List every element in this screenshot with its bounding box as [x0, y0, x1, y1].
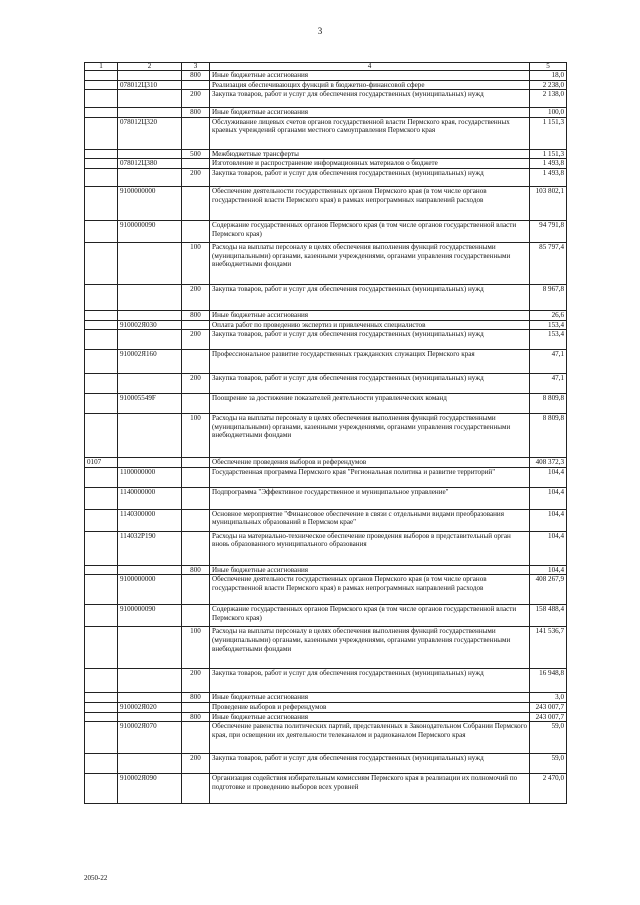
page-number: 3 [317, 26, 323, 36]
cell-name: Иные бюджетные ассигнования [210, 693, 530, 703]
cell-amount: 2 470,0 [530, 774, 567, 804]
cell-amount: 104,4 [530, 487, 567, 509]
cell-name: Закупка товаров, работ и услуг для обеспечения государственных (муниципальных) нужд [210, 754, 530, 774]
cell-amount: 104,4 [530, 565, 567, 575]
table-row [85, 320, 567, 330]
cell-expense-type [182, 509, 210, 531]
cell-article [118, 565, 182, 575]
cell-section [85, 467, 118, 487]
column-header-article: 2 [118, 63, 182, 71]
table-row [85, 284, 567, 310]
cell-section [85, 320, 118, 330]
cell-expense-type: 800 [182, 108, 210, 118]
cell-article: 1100000000 [118, 467, 182, 487]
cell-article: 9100000000 [118, 186, 182, 220]
cell-name: Иные бюджетные ассигнования [210, 712, 530, 722]
cell-amount: 1 493,8 [530, 168, 567, 186]
cell-section [85, 394, 118, 414]
cell-article: 1140000000 [118, 487, 182, 509]
cell-expense-type: 800 [182, 71, 210, 81]
table-row [85, 458, 567, 468]
cell-section [85, 80, 118, 90]
cell-expense-type [182, 531, 210, 565]
cell-name: Закупка товаров, работ и услуг для обеспечения государственных (муниципальных) нужд [210, 90, 530, 108]
table-row [85, 627, 567, 669]
cell-name: Закупка товаров, работ и услуг для обеспечения государственных (муниципальных) нужд [210, 284, 530, 310]
cell-section [85, 627, 118, 669]
cell-article [118, 168, 182, 186]
cell-name: Расходы на материально-техническое обеспечение проведения выборов в представительный орган вновь образованного муниципального образования [210, 531, 530, 565]
cell-name: Обеспечение равенства политических партий, представленных в Законодательном Собрании Пермского края, при освещении их деятельности телеканалом и радиоканалом Пермского края [210, 722, 530, 754]
table-row [85, 186, 567, 220]
column-header-name: 4 [210, 63, 530, 71]
cell-name: Основное мероприятие "Финансовое обеспечение в связи с отдельными видами преобразования муниципальных образований в Пермском крае" [210, 509, 530, 531]
cell-amount: 104,4 [530, 467, 567, 487]
cell-name: Организация содействия избирательным комиссиям Пермского края в реализации их полномочий по подготовке и проведению выборов всех уровней [210, 774, 530, 804]
cell-expense-type: 100 [182, 242, 210, 284]
column-header-type: 3 [182, 63, 210, 71]
cell-section [85, 90, 118, 108]
cell-amount: 18,0 [530, 71, 567, 81]
cell-section [85, 374, 118, 394]
table-row [85, 509, 567, 531]
cell-section [85, 242, 118, 284]
cell-expense-type [182, 702, 210, 712]
budget-table [84, 62, 567, 804]
cell-amount: 94 791,8 [530, 220, 567, 242]
cell-amount: 85 797,4 [530, 242, 567, 284]
cell-article [118, 310, 182, 320]
cell-article [118, 414, 182, 458]
cell-section [85, 108, 118, 118]
cell-article [118, 71, 182, 81]
table-row [85, 394, 567, 414]
cell-article [118, 754, 182, 774]
cell-amount: 100,0 [530, 108, 567, 118]
cell-article [118, 458, 182, 468]
cell-amount: 103 802,1 [530, 186, 567, 220]
cell-expense-type: 200 [182, 168, 210, 186]
table-row [85, 702, 567, 712]
cell-amount: 8 809,8 [530, 394, 567, 414]
cell-amount: 8 809,8 [530, 414, 567, 458]
cell-section [85, 71, 118, 81]
cell-section [85, 220, 118, 242]
cell-section [85, 149, 118, 159]
cell-expense-type [182, 350, 210, 374]
cell-article [118, 374, 182, 394]
cell-name: Закупка товаров, работ и услуг для обеспечения государственных (муниципальных) нужд [210, 669, 530, 693]
cell-article [118, 284, 182, 310]
cell-name: Подпрограмма "Эффективное государственное и муниципальное управление" [210, 487, 530, 509]
cell-section [85, 487, 118, 509]
cell-name: Иные бюджетные ассигнования [210, 108, 530, 118]
cell-amount: 16 948,8 [530, 669, 567, 693]
table-row [85, 108, 567, 118]
cell-article: 910002Я020 [118, 702, 182, 712]
cell-name: Обеспечение проведения выборов и референдумов [210, 458, 530, 468]
cell-name: Обеспечение деятельности государственных органов Пермского края (в том числе органов государственной власти Пермского края) в рамках непрограммных направлений расходов [210, 575, 530, 605]
cell-amount: 243 007,7 [530, 702, 567, 712]
table-row [85, 575, 567, 605]
table-row [85, 350, 567, 374]
cell-name: Государственная программа Пермского края "Региональная политика и развитие территорий" [210, 467, 530, 487]
cell-amount: 1 493,8 [530, 159, 567, 169]
table-body [85, 71, 567, 804]
table-row [85, 117, 567, 149]
cell-amount: 104,4 [530, 509, 567, 531]
cell-expense-type: 200 [182, 754, 210, 774]
cell-section [85, 531, 118, 565]
table-row [85, 90, 567, 108]
cell-amount: 153,4 [530, 320, 567, 330]
cell-expense-type [182, 774, 210, 804]
cell-amount: 408 267,9 [530, 575, 567, 605]
cell-section [85, 702, 118, 712]
table-row [85, 693, 567, 703]
cell-article: 910002Я090 [118, 774, 182, 804]
table-row [85, 330, 567, 350]
cell-expense-type [182, 159, 210, 169]
cell-name: Закупка товаров, работ и услуг для обеспечения государственных (муниципальных) нужд [210, 330, 530, 350]
table-row [85, 754, 567, 774]
cell-expense-type: 200 [182, 669, 210, 693]
table-row [85, 149, 567, 159]
table-row [85, 565, 567, 575]
cell-section [85, 669, 118, 693]
cell-article: 910005549F [118, 394, 182, 414]
cell-name: Содержание государственных органов Пермского края (в том числе органов государственной власти Пермского края) [210, 605, 530, 627]
cell-section [85, 712, 118, 722]
cell-section [85, 509, 118, 531]
table-row [85, 168, 567, 186]
cell-expense-type: 100 [182, 414, 210, 458]
cell-amount: 3,0 [530, 693, 567, 703]
cell-amount: 59,0 [530, 722, 567, 754]
table-row [85, 467, 567, 487]
cell-expense-type: 200 [182, 90, 210, 108]
cell-name: Иные бюджетные ассигнования [210, 71, 530, 81]
cell-article [118, 90, 182, 108]
cell-amount: 8 967,8 [530, 284, 567, 310]
table-row [85, 220, 567, 242]
cell-amount: 408 372,3 [530, 458, 567, 468]
cell-amount: 141 536,7 [530, 627, 567, 669]
cell-article: 1140300000 [118, 509, 182, 531]
cell-expense-type: 200 [182, 374, 210, 394]
cell-expense-type: 800 [182, 693, 210, 703]
cell-article [118, 693, 182, 703]
cell-section [85, 754, 118, 774]
cell-article [118, 149, 182, 159]
cell-expense-type [182, 117, 210, 149]
cell-section [85, 350, 118, 374]
cell-article: 9100000090 [118, 605, 182, 627]
cell-name: Закупка товаров, работ и услуг для обеспечения государственных (муниципальных) нужд [210, 374, 530, 394]
cell-amount: 1 151,3 [530, 117, 567, 149]
table-row [85, 71, 567, 81]
cell-expense-type: 200 [182, 284, 210, 310]
cell-name: Межбюджетные трансферты [210, 149, 530, 159]
cell-amount: 1 151,3 [530, 149, 567, 159]
cell-expense-type [182, 458, 210, 468]
cell-name: Обслуживание лицевых счетов органов государственной власти Пермского края, государственных краевых учреждений органами местного самоуправления Пермского края [210, 117, 530, 149]
cell-name: Иные бюджетные ассигнования [210, 310, 530, 320]
cell-section [85, 722, 118, 754]
cell-article: 114032Р190 [118, 531, 182, 565]
cell-section [85, 565, 118, 575]
cell-name: Иные бюджетные ассигнования [210, 565, 530, 575]
cell-article: 9100000090 [118, 220, 182, 242]
cell-article [118, 669, 182, 693]
table-row [85, 80, 567, 90]
table-row [85, 605, 567, 627]
cell-expense-type [182, 722, 210, 754]
cell-article: 910002Я070 [118, 722, 182, 754]
cell-amount: 2 238,0 [530, 80, 567, 90]
cell-amount: 2 138,0 [530, 90, 567, 108]
cell-section [85, 693, 118, 703]
cell-section [85, 774, 118, 804]
cell-name: Изготовление и распространение информационных материалов о бюджете [210, 159, 530, 169]
table-row [85, 722, 567, 754]
cell-amount: 26,6 [530, 310, 567, 320]
cell-article [118, 242, 182, 284]
cell-amount: 47,1 [530, 374, 567, 394]
table-row [85, 531, 567, 565]
cell-name: Расходы на выплаты персоналу в целях обеспечения выполнения функций государственными (муниципальными) органами, казенными учреждениями, органами управления государственными внебюджетными фондами [210, 242, 530, 284]
cell-article: 9100000000 [118, 575, 182, 605]
cell-expense-type: 200 [182, 330, 210, 350]
cell-expense-type [182, 487, 210, 509]
cell-section [85, 575, 118, 605]
cell-article: 078012Ц380 [118, 159, 182, 169]
cell-section [85, 168, 118, 186]
cell-expense-type [182, 575, 210, 605]
footer-code: 2050-22 [84, 874, 108, 882]
cell-name: Профессиональное развитие государственных гражданских служащих Пермского края [210, 350, 530, 374]
cell-name: Проведение выборов и референдумов [210, 702, 530, 712]
cell-section [85, 330, 118, 350]
cell-name: Расходы на выплаты персоналу в целях обеспечения выполнения функций государственными (муниципальными) органами, казенными учреждениями, органами управления государственными внебюджетными фондами [210, 414, 530, 458]
cell-expense-type [182, 220, 210, 242]
table-row [85, 712, 567, 722]
cell-name: Содержание государственных органов Пермского края (в том числе органов государственной власти Пермского края) [210, 220, 530, 242]
cell-article: 078012Ц320 [118, 117, 182, 149]
table-row [85, 374, 567, 394]
cell-article: 910002Я030 [118, 320, 182, 330]
cell-expense-type [182, 80, 210, 90]
cell-article [118, 108, 182, 118]
column-header-amount: 5 [530, 63, 567, 71]
cell-name: Оплата работ по проведению экспертиз и привлеченных специалистов [210, 320, 530, 330]
cell-amount: 243 007,7 [530, 712, 567, 722]
table-row [85, 414, 567, 458]
cell-expense-type [182, 186, 210, 220]
cell-section [85, 414, 118, 458]
table-row [85, 242, 567, 284]
table-header-row [85, 63, 567, 71]
cell-amount: 158 488,4 [530, 605, 567, 627]
cell-article: 078012Ц310 [118, 80, 182, 90]
cell-article [118, 627, 182, 669]
cell-section [85, 186, 118, 220]
cell-section [85, 605, 118, 627]
table-row [85, 774, 567, 804]
cell-article [118, 330, 182, 350]
cell-article [118, 712, 182, 722]
cell-name: Поощрение за достижение показателей деятельности управленческих команд [210, 394, 530, 414]
cell-expense-type: 800 [182, 310, 210, 320]
cell-name: Расходы на выплаты персоналу в целях обеспечения выполнения функций государственными (муниципальными) органами, казенными учреждениями, органами управления государственными внебюджетными фондами [210, 627, 530, 669]
cell-amount: 153,4 [530, 330, 567, 350]
cell-amount: 47,1 [530, 350, 567, 374]
table-row [85, 669, 567, 693]
column-header-section: 1 [85, 63, 118, 71]
cell-expense-type: 800 [182, 565, 210, 575]
cell-expense-type: 500 [182, 149, 210, 159]
cell-article: 910002Я160 [118, 350, 182, 374]
cell-expense-type: 100 [182, 627, 210, 669]
cell-section: 0107 [85, 458, 118, 468]
cell-amount: 59,0 [530, 754, 567, 774]
cell-section [85, 284, 118, 310]
table-row [85, 310, 567, 320]
cell-section [85, 310, 118, 320]
cell-expense-type [182, 467, 210, 487]
cell-section [85, 159, 118, 169]
cell-name: Закупка товаров, работ и услуг для обеспечения государственных (муниципальных) нужд [210, 168, 530, 186]
cell-expense-type [182, 320, 210, 330]
cell-amount: 104,4 [530, 531, 567, 565]
cell-name: Обеспечение деятельности государственных органов Пермского края (в том числе органов государственной власти Пермского края) в рамках непрограммных направлений расходов [210, 186, 530, 220]
cell-section [85, 117, 118, 149]
cell-name: Реализация обеспечивающих функций в бюджетно-финансовой сфере [210, 80, 530, 90]
cell-expense-type: 800 [182, 712, 210, 722]
cell-expense-type [182, 394, 210, 414]
table-row [85, 159, 567, 169]
table-row [85, 487, 567, 509]
cell-expense-type [182, 605, 210, 627]
